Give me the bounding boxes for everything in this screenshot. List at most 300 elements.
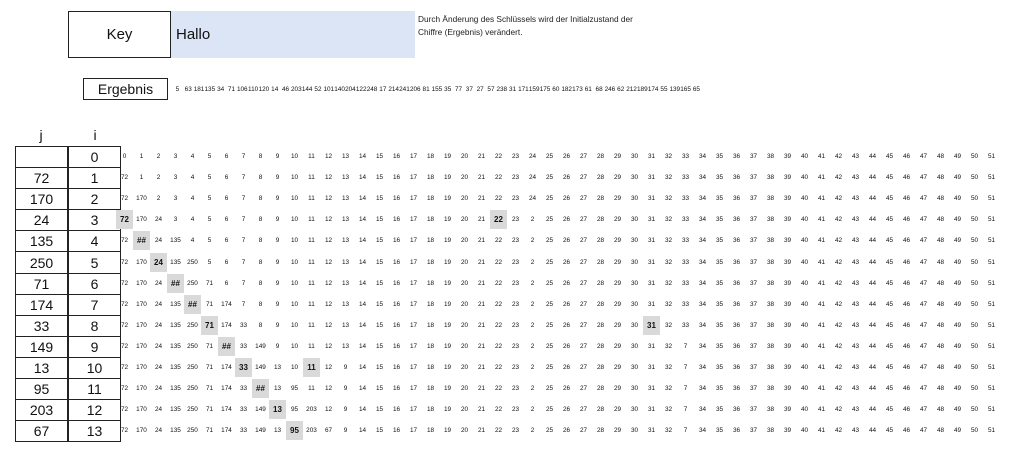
grid-cell[interactable]: 3 bbox=[173, 195, 178, 203]
grid-cell[interactable]: 174 bbox=[221, 300, 232, 308]
grid-cell[interactable]: 71 bbox=[205, 279, 214, 287]
grid-cell[interactable]: 18 bbox=[426, 258, 435, 266]
grid-cell[interactable]: 45 bbox=[885, 237, 894, 245]
grid-cell[interactable]: 38 bbox=[766, 216, 775, 224]
grid-cell[interactable]: 42 bbox=[834, 300, 843, 308]
grid-cell[interactable]: 14 bbox=[358, 237, 367, 245]
grid-cell[interactable]: 250 bbox=[187, 427, 198, 435]
grid-cell[interactable]: 2 bbox=[530, 342, 535, 350]
grid-cell[interactable]: 135 bbox=[170, 300, 181, 308]
grid-cell[interactable]: 19 bbox=[443, 237, 452, 245]
grid-cell[interactable]: 41 bbox=[817, 363, 826, 371]
grid-cell[interactable]: ## bbox=[133, 231, 150, 250]
grid-cell[interactable]: 19 bbox=[443, 216, 452, 224]
grid-cell[interactable]: 26 bbox=[562, 258, 571, 266]
grid-cell[interactable]: 48 bbox=[936, 385, 945, 393]
grid-cell[interactable]: 32 bbox=[664, 363, 673, 371]
grid-cell[interactable]: 18 bbox=[426, 363, 435, 371]
grid-cell[interactable]: 14 bbox=[358, 153, 367, 161]
grid-cell[interactable]: 27 bbox=[579, 153, 588, 161]
grid-cell[interactable]: 8 bbox=[258, 195, 263, 203]
grid-cell[interactable]: 11 bbox=[308, 153, 315, 161]
grid-cell[interactable]: 20 bbox=[460, 300, 469, 308]
grid-cell[interactable]: 31 bbox=[647, 258, 656, 266]
grid-cell[interactable]: 35 bbox=[715, 258, 724, 266]
grid-cell[interactable]: 40 bbox=[800, 174, 809, 182]
grid-cell[interactable]: 44 bbox=[868, 300, 877, 308]
grid-cell[interactable]: 13 bbox=[341, 174, 350, 182]
grid-cell[interactable]: 46 bbox=[902, 153, 911, 161]
grid-cell[interactable]: 250 bbox=[187, 279, 198, 287]
grid-cell[interactable]: 16 bbox=[392, 385, 401, 393]
i-cell[interactable]: 1 bbox=[69, 168, 120, 189]
grid-cell[interactable]: 42 bbox=[834, 153, 843, 161]
grid-cell[interactable]: 35 bbox=[715, 342, 724, 350]
grid-cell[interactable]: 31 bbox=[647, 342, 656, 350]
j-cell[interactable]: 13 bbox=[16, 358, 67, 379]
i-cell[interactable]: 10 bbox=[69, 358, 120, 379]
grid-cell[interactable]: 12 bbox=[324, 195, 333, 203]
grid-cell[interactable]: 36 bbox=[732, 406, 741, 414]
grid-cell[interactable]: 46 bbox=[902, 321, 911, 329]
grid-cell[interactable]: 38 bbox=[766, 174, 775, 182]
grid-cell[interactable]: 41 bbox=[817, 237, 826, 245]
grid-cell[interactable]: 16 bbox=[392, 237, 401, 245]
grid-cell[interactable]: 5 bbox=[207, 195, 212, 203]
grid-cell[interactable]: 33 bbox=[239, 406, 248, 414]
grid-cell[interactable]: 21 bbox=[477, 153, 486, 161]
grid-cell[interactable]: 20 bbox=[460, 363, 469, 371]
grid-cell[interactable]: 34 bbox=[698, 300, 707, 308]
grid-cell[interactable]: 22 bbox=[494, 195, 503, 203]
grid-cell[interactable]: 35 bbox=[715, 363, 724, 371]
grid-cell[interactable]: 27 bbox=[579, 237, 588, 245]
grid-cell[interactable]: 170 bbox=[136, 363, 147, 371]
grid-cell[interactable]: 17 bbox=[409, 321, 418, 329]
grid-cell[interactable]: 22 bbox=[494, 258, 503, 266]
grid-cell[interactable]: 49 bbox=[953, 153, 962, 161]
grid-cell[interactable]: 14 bbox=[358, 195, 367, 203]
grid-cell[interactable]: 47 bbox=[919, 258, 928, 266]
grid-cell[interactable]: 31 bbox=[647, 174, 656, 182]
grid-cell[interactable]: 49 bbox=[953, 300, 962, 308]
grid-cell[interactable]: 51 bbox=[987, 406, 996, 414]
grid-cell[interactable]: 28 bbox=[596, 363, 605, 371]
grid-cell[interactable]: 31 bbox=[647, 385, 656, 393]
grid-cell[interactable]: 15 bbox=[375, 321, 384, 329]
grid-cell[interactable]: 36 bbox=[732, 195, 741, 203]
grid-cell[interactable]: 19 bbox=[443, 342, 452, 350]
grid-cell[interactable]: 31 bbox=[647, 427, 656, 435]
grid-cell[interactable]: 43 bbox=[851, 237, 860, 245]
grid-cell[interactable]: 36 bbox=[732, 279, 741, 287]
grid-cell[interactable]: 29 bbox=[613, 427, 622, 435]
grid-cell[interactable]: 174 bbox=[221, 363, 232, 371]
grid-cell[interactable]: 29 bbox=[613, 406, 622, 414]
grid-cell[interactable]: 25 bbox=[545, 195, 554, 203]
grid-cell[interactable]: 29 bbox=[613, 216, 622, 224]
grid-cell[interactable]: 14 bbox=[358, 216, 367, 224]
grid-cell[interactable]: 34 bbox=[698, 216, 707, 224]
grid-cell[interactable]: 33 bbox=[681, 216, 690, 224]
grid-cell[interactable]: 43 bbox=[851, 385, 860, 393]
grid-cell[interactable]: 45 bbox=[885, 427, 894, 435]
grid-cell[interactable]: 10 bbox=[290, 342, 299, 350]
grid-cell[interactable]: 135 bbox=[170, 258, 181, 266]
grid-cell[interactable]: 35 bbox=[715, 279, 724, 287]
grid-cell[interactable]: 50 bbox=[970, 406, 979, 414]
grid-cell[interactable]: 25 bbox=[545, 406, 554, 414]
grid-cell[interactable]: 32 bbox=[664, 279, 673, 287]
grid-cell[interactable]: 6 bbox=[224, 258, 229, 266]
grid-cell[interactable]: 30 bbox=[630, 300, 639, 308]
grid-cell[interactable]: 10 bbox=[290, 363, 299, 371]
grid-cell[interactable]: 40 bbox=[800, 195, 809, 203]
grid-cell[interactable]: 32 bbox=[664, 406, 673, 414]
grid-cell[interactable]: 72 bbox=[120, 195, 129, 203]
grid-cell[interactable]: 42 bbox=[834, 237, 843, 245]
grid-cell[interactable]: 40 bbox=[800, 321, 809, 329]
grid-cell[interactable]: 174 bbox=[221, 406, 232, 414]
grid-cell[interactable]: 71 bbox=[205, 300, 214, 308]
grid-cell[interactable]: 135 bbox=[170, 321, 181, 329]
i-cell[interactable]: 3 bbox=[69, 210, 120, 231]
grid-cell[interactable]: 17 bbox=[409, 300, 418, 308]
grid-cell[interactable]: 35 bbox=[715, 300, 724, 308]
grid-cell[interactable]: 11 bbox=[308, 342, 315, 350]
grid-cell[interactable]: 43 bbox=[851, 195, 860, 203]
grid-cell[interactable]: 13 bbox=[341, 258, 350, 266]
grid-cell[interactable]: 29 bbox=[613, 237, 622, 245]
grid-cell[interactable]: 44 bbox=[868, 174, 877, 182]
grid-cell[interactable]: 72 bbox=[120, 258, 129, 266]
grid-cell[interactable]: 170 bbox=[136, 258, 147, 266]
grid-cell[interactable]: 45 bbox=[885, 174, 894, 182]
grid-cell[interactable]: 47 bbox=[919, 237, 928, 245]
grid-cell[interactable]: 29 bbox=[613, 195, 622, 203]
grid-cell[interactable]: 33 bbox=[239, 385, 248, 393]
grid-cell[interactable]: 37 bbox=[749, 406, 758, 414]
grid-cell[interactable]: 40 bbox=[800, 279, 809, 287]
grid-cell[interactable]: 46 bbox=[902, 216, 911, 224]
grid-cell[interactable]: 45 bbox=[885, 258, 894, 266]
grid-cell[interactable]: 30 bbox=[630, 153, 639, 161]
grid-cell[interactable]: 34 bbox=[698, 237, 707, 245]
grid-cell[interactable]: 29 bbox=[613, 258, 622, 266]
grid-cell[interactable]: 36 bbox=[732, 342, 741, 350]
grid-cell[interactable]: 31 bbox=[647, 153, 656, 161]
grid-cell[interactable]: 18 bbox=[426, 342, 435, 350]
grid-cell[interactable]: 40 bbox=[800, 216, 809, 224]
grid-cell[interactable]: 10 bbox=[290, 216, 299, 224]
grid-cell[interactable]: 38 bbox=[766, 342, 775, 350]
grid-cell[interactable]: 17 bbox=[409, 427, 418, 435]
grid-cell[interactable]: 11 bbox=[303, 358, 320, 377]
grid-cell[interactable]: 2 bbox=[530, 237, 535, 245]
grid-cell[interactable]: 39 bbox=[783, 385, 792, 393]
grid-cell[interactable]: 17 bbox=[409, 363, 418, 371]
grid-cell[interactable]: 23 bbox=[511, 258, 520, 266]
grid-cell[interactable]: 38 bbox=[766, 258, 775, 266]
grid-cell[interactable]: 10 bbox=[290, 237, 299, 245]
grid-cell[interactable]: 2 bbox=[530, 216, 535, 224]
grid-cell[interactable]: 38 bbox=[766, 237, 775, 245]
grid-cell[interactable]: 37 bbox=[749, 237, 758, 245]
grid-cell[interactable]: 38 bbox=[766, 385, 775, 393]
grid-cell[interactable]: 72 bbox=[120, 300, 129, 308]
grid-cell[interactable]: 9 bbox=[275, 279, 280, 287]
j-cell[interactable]: 24 bbox=[16, 210, 67, 231]
grid-cell[interactable]: 23 bbox=[511, 363, 520, 371]
grid-cell[interactable]: 6 bbox=[224, 216, 229, 224]
grid-cell[interactable]: 9 bbox=[343, 363, 348, 371]
grid-cell[interactable]: 32 bbox=[664, 195, 673, 203]
grid-cell[interactable]: 8 bbox=[258, 300, 263, 308]
grid-cell[interactable]: 250 bbox=[187, 321, 198, 329]
grid-cell[interactable]: 30 bbox=[630, 195, 639, 203]
grid-cell[interactable]: 36 bbox=[732, 363, 741, 371]
grid-cell[interactable]: 2 bbox=[156, 174, 161, 182]
grid-cell[interactable]: 26 bbox=[562, 279, 571, 287]
grid-cell[interactable]: 20 bbox=[460, 174, 469, 182]
grid-cell[interactable]: 22 bbox=[494, 427, 503, 435]
grid-cell[interactable]: 33 bbox=[681, 300, 690, 308]
grid-cell[interactable]: 6 bbox=[224, 279, 229, 287]
grid-cell[interactable]: 15 bbox=[375, 258, 384, 266]
grid-cell[interactable]: 43 bbox=[851, 153, 860, 161]
grid-cell[interactable]: 135 bbox=[170, 406, 181, 414]
grid-cell[interactable]: 72 bbox=[120, 174, 129, 182]
grid-cell[interactable]: 18 bbox=[426, 174, 435, 182]
grid-cell[interactable]: 37 bbox=[749, 342, 758, 350]
grid-cell[interactable]: 12 bbox=[324, 406, 333, 414]
grid-cell[interactable]: 29 bbox=[613, 385, 622, 393]
grid-cell[interactable]: 14 bbox=[358, 321, 367, 329]
grid-cell[interactable]: 14 bbox=[358, 363, 367, 371]
grid-cell[interactable]: 49 bbox=[953, 385, 962, 393]
grid-cell[interactable]: 48 bbox=[936, 406, 945, 414]
grid-cell[interactable]: 7 bbox=[683, 427, 688, 435]
grid-cell[interactable]: 23 bbox=[511, 153, 520, 161]
grid-cell[interactable]: 43 bbox=[851, 427, 860, 435]
grid-cell[interactable]: 30 bbox=[630, 174, 639, 182]
grid-cell[interactable]: 38 bbox=[766, 363, 775, 371]
grid-cell[interactable]: 10 bbox=[290, 279, 299, 287]
grid-cell[interactable]: 40 bbox=[800, 258, 809, 266]
grid-cell[interactable]: 6 bbox=[224, 174, 229, 182]
grid-cell[interactable]: 16 bbox=[392, 174, 401, 182]
grid-cell[interactable]: 13 bbox=[341, 216, 350, 224]
grid-cell[interactable]: 45 bbox=[885, 216, 894, 224]
grid-cell[interactable]: 37 bbox=[749, 153, 758, 161]
grid-cell[interactable]: 7 bbox=[683, 406, 688, 414]
grid-cell[interactable]: 7 bbox=[241, 153, 246, 161]
grid-cell[interactable]: 51 bbox=[987, 216, 996, 224]
grid-cell[interactable]: 33 bbox=[239, 427, 248, 435]
grid-cell[interactable]: 38 bbox=[766, 427, 775, 435]
grid-cell[interactable]: 28 bbox=[596, 174, 605, 182]
grid-cell[interactable]: 7 bbox=[241, 258, 246, 266]
grid-cell[interactable]: 30 bbox=[630, 258, 639, 266]
grid-cell[interactable]: 21 bbox=[477, 279, 486, 287]
grid-cell[interactable]: 13 bbox=[341, 153, 350, 161]
grid-cell[interactable]: 40 bbox=[800, 237, 809, 245]
grid-cell[interactable]: 14 bbox=[358, 406, 367, 414]
grid-cell[interactable]: 41 bbox=[817, 321, 826, 329]
grid-cell[interactable]: 9 bbox=[275, 258, 280, 266]
grid-cell[interactable]: 33 bbox=[681, 237, 690, 245]
grid-cell[interactable]: 12 bbox=[324, 342, 333, 350]
grid-cell[interactable]: 48 bbox=[936, 300, 945, 308]
grid-cell[interactable]: 35 bbox=[715, 427, 724, 435]
grid-cell[interactable]: 44 bbox=[868, 321, 877, 329]
grid-cell[interactable]: 47 bbox=[919, 321, 928, 329]
grid-cell[interactable]: 51 bbox=[987, 342, 996, 350]
grid-cell[interactable]: 48 bbox=[936, 342, 945, 350]
grid-cell[interactable]: 50 bbox=[970, 195, 979, 203]
grid-cell[interactable]: 33 bbox=[681, 174, 690, 182]
grid-cell[interactable]: 47 bbox=[919, 174, 928, 182]
grid-cell[interactable]: 18 bbox=[426, 385, 435, 393]
grid-cell[interactable]: 34 bbox=[698, 153, 707, 161]
grid-cell[interactable]: 22 bbox=[494, 385, 503, 393]
grid-cell[interactable]: 32 bbox=[664, 385, 673, 393]
grid-cell[interactable]: 7 bbox=[241, 279, 246, 287]
grid-cell[interactable]: 9 bbox=[275, 216, 280, 224]
grid-cell[interactable]: 15 bbox=[375, 342, 384, 350]
grid-cell[interactable]: 20 bbox=[460, 385, 469, 393]
grid-cell[interactable]: 15 bbox=[375, 195, 384, 203]
grid-cell[interactable]: 33 bbox=[681, 195, 690, 203]
grid-cell[interactable]: 14 bbox=[358, 258, 367, 266]
grid-cell[interactable]: 30 bbox=[630, 279, 639, 287]
grid-cell[interactable]: 5 bbox=[207, 174, 212, 182]
grid-cell[interactable]: 18 bbox=[426, 427, 435, 435]
grid-cell[interactable]: 24 bbox=[154, 216, 163, 224]
grid-cell[interactable]: 135 bbox=[170, 342, 181, 350]
grid-cell[interactable]: 45 bbox=[885, 385, 894, 393]
grid-cell[interactable]: 13 bbox=[341, 279, 350, 287]
grid-cell[interactable]: 38 bbox=[766, 195, 775, 203]
grid-cell[interactable]: 29 bbox=[613, 363, 622, 371]
grid-cell[interactable]: 203 bbox=[306, 406, 317, 414]
grid-cell[interactable]: 51 bbox=[987, 174, 996, 182]
grid-cell[interactable]: 47 bbox=[919, 300, 928, 308]
grid-cell[interactable]: 8 bbox=[258, 321, 263, 329]
grid-cell[interactable]: 37 bbox=[749, 195, 758, 203]
grid-cell[interactable]: 170 bbox=[136, 427, 147, 435]
grid-cell[interactable]: 26 bbox=[562, 385, 571, 393]
grid-cell[interactable]: 19 bbox=[443, 406, 452, 414]
grid-cell[interactable]: 149 bbox=[255, 427, 266, 435]
grid-cell[interactable]: 20 bbox=[460, 153, 469, 161]
grid-cell[interactable]: 22 bbox=[494, 174, 503, 182]
grid-cell[interactable]: 51 bbox=[987, 321, 996, 329]
grid-cell[interactable]: 24 bbox=[154, 342, 163, 350]
grid-cell[interactable]: 19 bbox=[443, 300, 452, 308]
grid-cell[interactable]: 47 bbox=[919, 279, 928, 287]
grid-cell[interactable]: 12 bbox=[324, 321, 333, 329]
grid-cell[interactable]: 35 bbox=[715, 216, 724, 224]
grid-cell[interactable]: 23 bbox=[511, 195, 520, 203]
grid-cell[interactable]: 26 bbox=[562, 363, 571, 371]
grid-cell[interactable]: 19 bbox=[443, 258, 452, 266]
grid-cell[interactable]: 44 bbox=[868, 406, 877, 414]
grid-cell[interactable]: 12 bbox=[324, 363, 333, 371]
grid-cell[interactable]: 25 bbox=[545, 174, 554, 182]
grid-cell[interactable]: 17 bbox=[409, 174, 418, 182]
grid-cell[interactable]: 21 bbox=[477, 342, 486, 350]
grid-cell[interactable]: 15 bbox=[375, 216, 384, 224]
grid-cell[interactable]: 20 bbox=[460, 321, 469, 329]
grid-cell[interactable]: 28 bbox=[596, 216, 605, 224]
grid-cell[interactable]: 170 bbox=[136, 321, 147, 329]
grid-cell[interactable]: 18 bbox=[426, 300, 435, 308]
grid-cell[interactable]: 44 bbox=[868, 195, 877, 203]
grid-cell[interactable]: 12 bbox=[324, 237, 333, 245]
grid-cell[interactable]: 31 bbox=[643, 316, 660, 335]
grid-cell[interactable]: 18 bbox=[426, 153, 435, 161]
grid-cell[interactable]: 20 bbox=[460, 406, 469, 414]
grid-cell[interactable]: 15 bbox=[375, 300, 384, 308]
grid-cell[interactable]: 44 bbox=[868, 258, 877, 266]
grid-cell[interactable]: 13 bbox=[341, 237, 350, 245]
grid-cell[interactable]: 42 bbox=[834, 406, 843, 414]
grid-cell[interactable]: 8 bbox=[258, 237, 263, 245]
grid-cell[interactable]: 18 bbox=[426, 195, 435, 203]
grid-cell[interactable]: 31 bbox=[647, 300, 656, 308]
grid-cell[interactable]: 26 bbox=[562, 427, 571, 435]
grid-cell[interactable]: 51 bbox=[987, 385, 996, 393]
grid-cell[interactable]: 48 bbox=[936, 237, 945, 245]
grid-cell[interactable]: 22 bbox=[494, 406, 503, 414]
grid-cell[interactable]: 24 bbox=[528, 174, 537, 182]
grid-cell[interactable]: 17 bbox=[409, 195, 418, 203]
grid-cell[interactable]: 37 bbox=[749, 427, 758, 435]
grid-cell[interactable]: 30 bbox=[630, 406, 639, 414]
grid-cell[interactable]: 174 bbox=[221, 385, 232, 393]
grid-cell[interactable]: 36 bbox=[732, 300, 741, 308]
grid-cell[interactable]: 174 bbox=[221, 321, 232, 329]
grid-cell[interactable]: 21 bbox=[477, 174, 486, 182]
grid-cell[interactable]: 30 bbox=[630, 385, 639, 393]
grid-cell[interactable]: 30 bbox=[630, 363, 639, 371]
grid-cell[interactable]: 33 bbox=[239, 342, 248, 350]
grid-cell[interactable]: 9 bbox=[343, 406, 348, 414]
grid-cell[interactable]: 28 bbox=[596, 406, 605, 414]
grid-cell[interactable]: 40 bbox=[800, 363, 809, 371]
grid-cell[interactable]: 41 bbox=[817, 427, 826, 435]
grid-cell[interactable]: 22 bbox=[494, 237, 503, 245]
grid-cell[interactable]: 51 bbox=[987, 195, 996, 203]
grid-cell[interactable]: 5 bbox=[207, 216, 212, 224]
grid-cell[interactable]: 14 bbox=[358, 174, 367, 182]
grid-cell[interactable]: 46 bbox=[902, 174, 911, 182]
grid-cell[interactable]: 170 bbox=[136, 216, 147, 224]
grid-cell[interactable]: 10 bbox=[290, 195, 299, 203]
grid-cell[interactable]: 44 bbox=[868, 216, 877, 224]
grid-cell[interactable]: 31 bbox=[647, 237, 656, 245]
grid-cell[interactable]: 43 bbox=[851, 300, 860, 308]
grid-cell[interactable]: 51 bbox=[987, 237, 996, 245]
grid-cell[interactable]: 20 bbox=[460, 427, 469, 435]
grid-cell[interactable]: 30 bbox=[630, 342, 639, 350]
grid-cell[interactable]: 33 bbox=[681, 153, 690, 161]
grid-cell[interactable]: 13 bbox=[273, 363, 282, 371]
grid-cell[interactable]: 20 bbox=[460, 258, 469, 266]
grid-cell[interactable]: 44 bbox=[868, 427, 877, 435]
grid-cell[interactable]: 27 bbox=[579, 321, 588, 329]
